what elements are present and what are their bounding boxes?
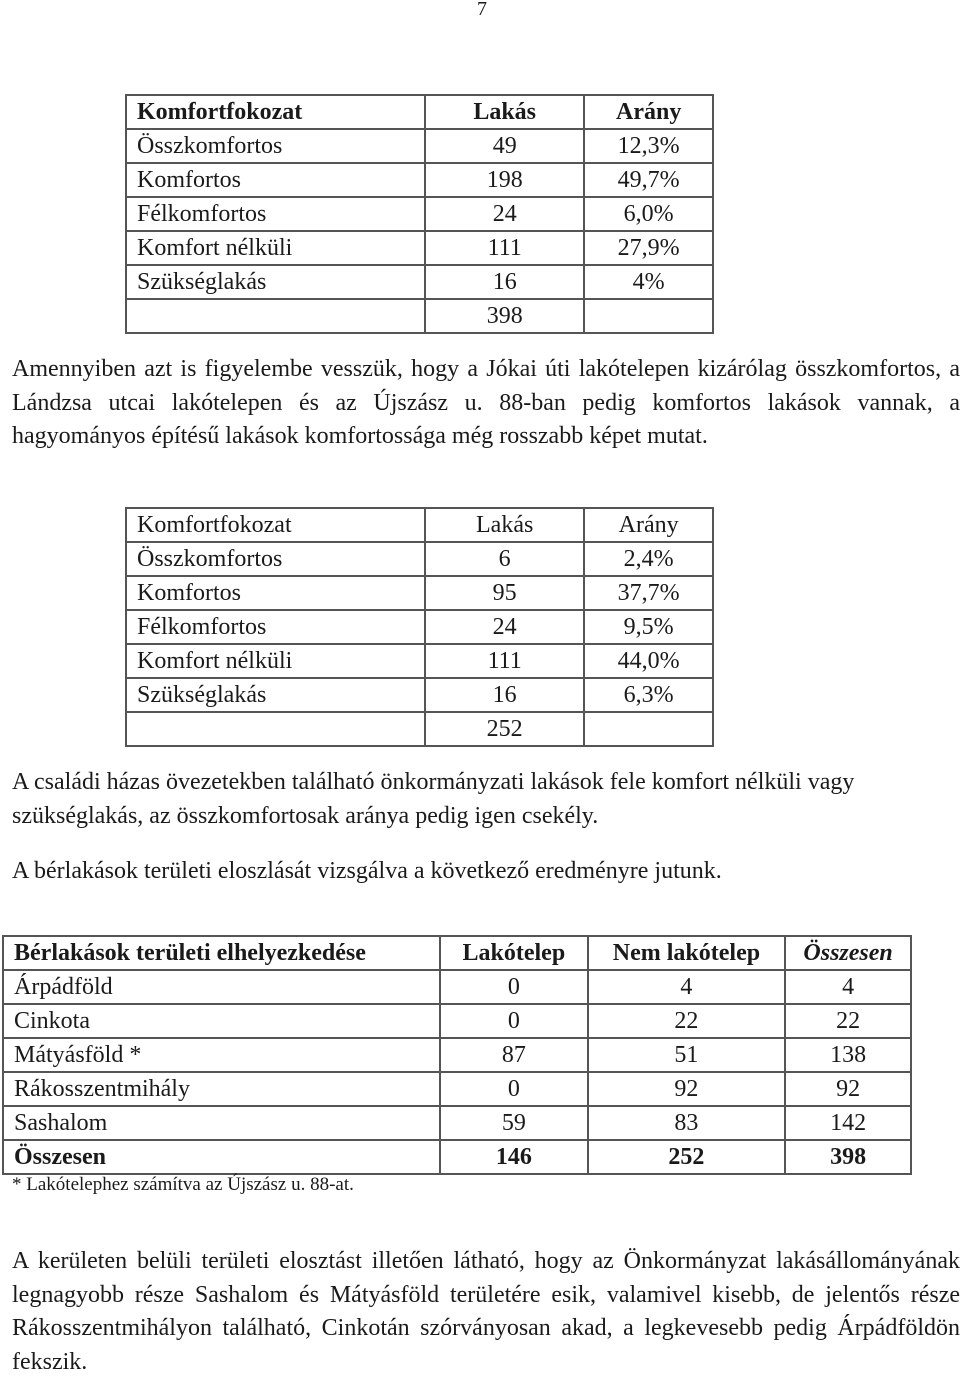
- rental-distribution-table: [2, 935, 912, 1175]
- table-header-row: [3, 936, 911, 970]
- table-cell: Cinkota: [3, 1004, 440, 1038]
- table-row: [126, 265, 713, 299]
- table-cell: 0: [440, 970, 588, 1004]
- table-cell: 16: [425, 678, 584, 712]
- table-cell: 252: [588, 1140, 786, 1174]
- table-cell: Komfort nélküli: [126, 231, 425, 265]
- table-cell: 22: [588, 1004, 786, 1038]
- table-cell: 92: [588, 1072, 786, 1106]
- table-cell: 83: [588, 1106, 786, 1140]
- table-cell: 12,3%: [584, 129, 713, 163]
- column-header: Komfortfokozat: [126, 508, 425, 542]
- table-row: [3, 1004, 911, 1038]
- table-total-cell: 252: [425, 712, 584, 746]
- column-header: Nem lakótelep: [588, 936, 786, 970]
- table-cell: 142: [785, 1106, 911, 1140]
- table-cell: [584, 299, 713, 333]
- table-total-row: [3, 1140, 911, 1174]
- table-cell: 111: [425, 644, 584, 678]
- column-header: Lakás: [425, 95, 584, 129]
- table-total-row: [126, 712, 713, 746]
- table-row: [126, 576, 713, 610]
- page-number: 7: [477, 0, 487, 20]
- table-cell: 16: [425, 265, 584, 299]
- table-row: [3, 1038, 911, 1072]
- table-row: [3, 1072, 911, 1106]
- table-total-cell: 398: [425, 299, 584, 333]
- table-cell: 87: [440, 1038, 588, 1072]
- table-row: [126, 197, 713, 231]
- table-cell: 198: [425, 163, 584, 197]
- column-header: Lakás: [425, 508, 584, 542]
- table-cell: 92: [785, 1072, 911, 1106]
- column-header: Komfortfokozat: [126, 95, 425, 129]
- table-cell: 111: [425, 231, 584, 265]
- table-cell: 6,0%: [584, 197, 713, 231]
- table-cell: [126, 712, 425, 746]
- table-cell: 49: [425, 129, 584, 163]
- table-cell: Összesen: [3, 1140, 440, 1174]
- paragraph-conclusion: A kerületen belüli területi elosztást illetően látható, hogy az Önkormányzat lakásállományának legnagyobb része Sashalom és Mátyásföld területére esik, valamivel kisebb, de jelentős része Rákosszentmihályon található, Cinkotán szórványosan akad, a legkevesebb pedig Árpádföldön fekszik.: [12, 1248, 960, 1375]
- table-cell: 4%: [584, 265, 713, 299]
- table-row: [3, 970, 911, 1004]
- table-cell: Mátyásföld *: [3, 1038, 440, 1072]
- table-cell: Rákosszentmihály: [3, 1072, 440, 1106]
- comfort-table-all: [125, 94, 714, 334]
- table-cell: 51: [588, 1038, 786, 1072]
- table-row: [126, 678, 713, 712]
- table-row: [126, 129, 713, 163]
- footnote: * Lakótelephez számítva az Újszász u. 88-at.: [12, 1174, 354, 1195]
- column-header: Lakótelep: [440, 936, 588, 970]
- table-cell: 22: [785, 1004, 911, 1038]
- table-cell: 6: [425, 542, 584, 576]
- table-cell: 95: [425, 576, 584, 610]
- paragraph-distribution-intro: A bérlakások területi eloszlását vizsgálva a következő eredményre jutunk.: [12, 858, 722, 884]
- table-row: [126, 610, 713, 644]
- table-cell: 0: [440, 1004, 588, 1038]
- table-cell: 24: [425, 197, 584, 231]
- table-cell: Szükséglakás: [126, 265, 425, 299]
- table-cell: [584, 712, 713, 746]
- table-cell: 44,0%: [584, 644, 713, 678]
- table-cell: 0: [440, 1072, 588, 1106]
- table-row: [126, 163, 713, 197]
- table-cell: 4: [785, 970, 911, 1004]
- table-row: [3, 1106, 911, 1140]
- table-cell: 9,5%: [584, 610, 713, 644]
- table-cell: 146: [440, 1140, 588, 1174]
- column-header: Összesen: [785, 936, 911, 970]
- table-header-row: [126, 95, 713, 129]
- paragraph-comfort-note: Amennyiben azt is figyelembe vesszük, hogy a Jókai úti lakótelepen kizárólag összkomfortos, a Lándzsa utcai lakótelepen és az Újszász u. 88-ban pedig komfortos lakások vannak, a hagyományos építésű lakások komfortossága még rosszabb képet mutat.: [12, 356, 960, 449]
- table-cell: 6,3%: [584, 678, 713, 712]
- table-cell: Szükséglakás: [126, 678, 425, 712]
- table-cell: 2,4%: [584, 542, 713, 576]
- table-cell: 398: [785, 1140, 911, 1174]
- table-row: [126, 542, 713, 576]
- table-total-row: [126, 299, 713, 333]
- table-cell: Árpádföld: [3, 970, 440, 1004]
- table-cell: 27,9%: [584, 231, 713, 265]
- table-cell: 49,7%: [584, 163, 713, 197]
- table-cell: Félkomfortos: [126, 610, 425, 644]
- table-cell: Összkomfortos: [126, 129, 425, 163]
- paragraph-family-houses: A családi házas övezetekben található önkormányzati lakások fele komfort nélküli vagy szükséglakás, az összkomfortosak aránya pedig igen csekély.: [12, 769, 855, 829]
- column-header: Arány: [584, 95, 713, 129]
- table-cell: Sashalom: [3, 1106, 440, 1140]
- table-cell: Félkomfortos: [126, 197, 425, 231]
- table-cell: [126, 299, 425, 333]
- table-cell: Összkomfortos: [126, 542, 425, 576]
- table-cell: 4: [588, 970, 786, 1004]
- table-cell: 24: [425, 610, 584, 644]
- table-cell: 37,7%: [584, 576, 713, 610]
- comfort-table-traditional: [125, 507, 714, 747]
- table-cell: 138: [785, 1038, 911, 1072]
- column-header: Bérlakások területi elhelyezkedése: [3, 936, 440, 970]
- table-cell: Komfortos: [126, 163, 425, 197]
- column-header: Arány: [584, 508, 713, 542]
- table-header-row: [126, 508, 713, 542]
- table-row: [126, 231, 713, 265]
- table-cell: Komfortos: [126, 576, 425, 610]
- table-cell: 59: [440, 1106, 588, 1140]
- table-row: [126, 644, 713, 678]
- table-cell: Komfort nélküli: [126, 644, 425, 678]
